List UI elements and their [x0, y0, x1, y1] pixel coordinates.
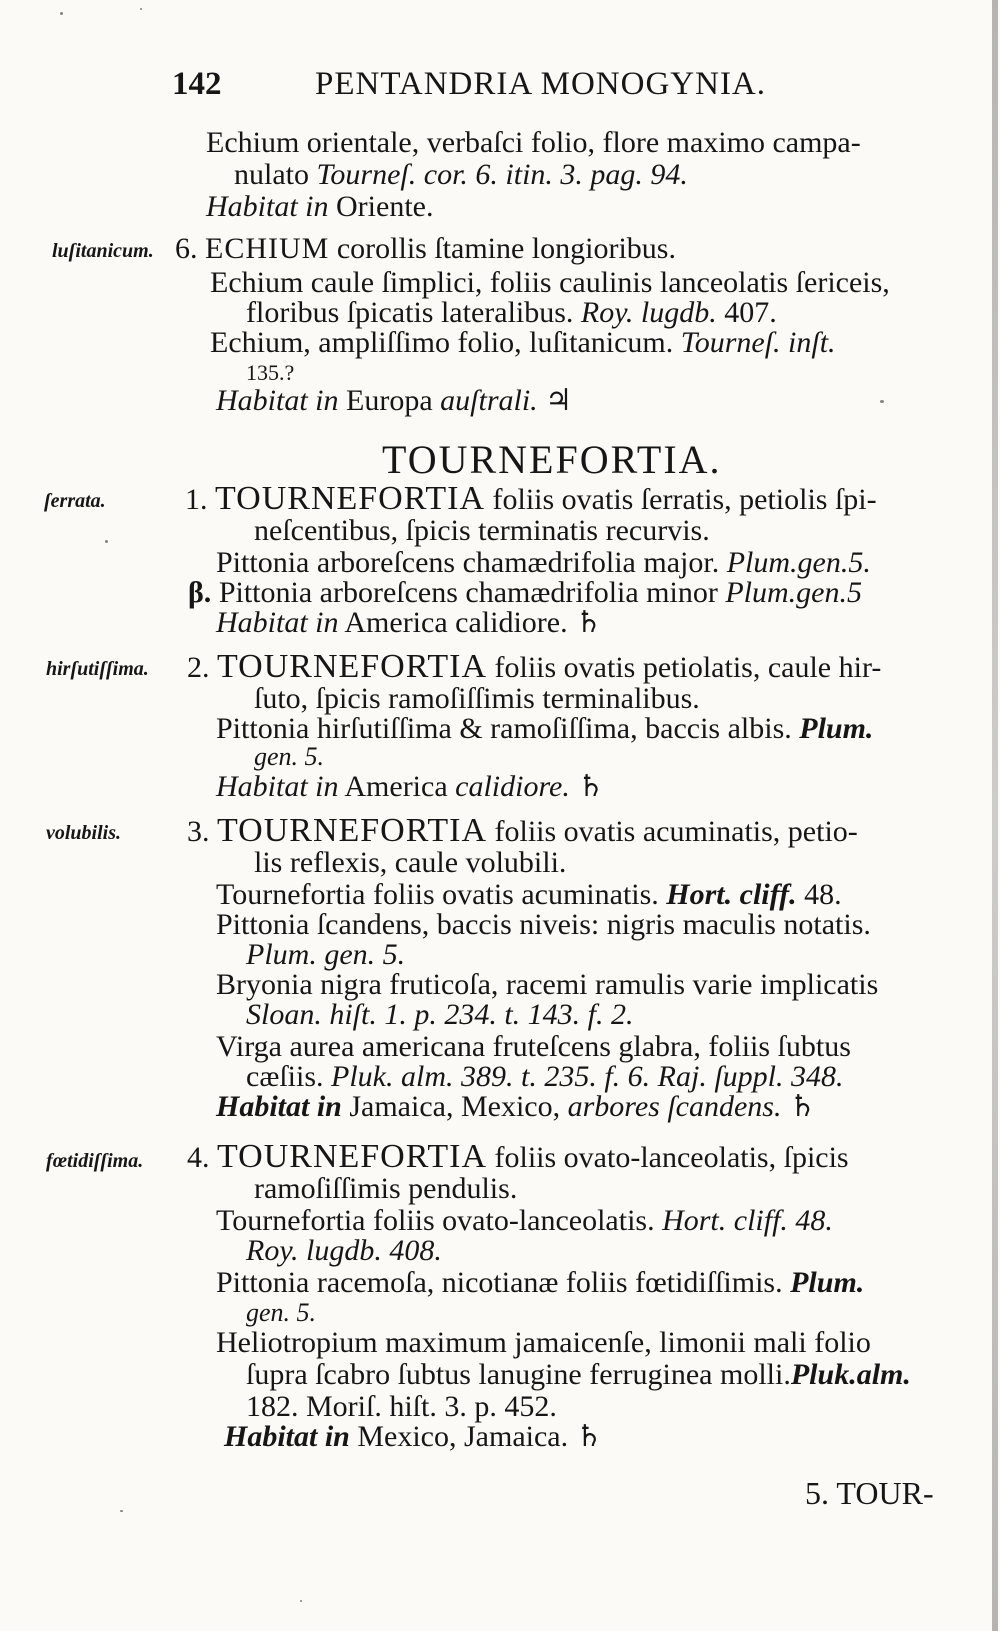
habitat-line: Habitat in America calidiore. ♄: [216, 770, 605, 803]
text-line: lis reflexis, caule volubili.: [254, 846, 567, 879]
text-line: Roy. lugdb. 408.: [246, 1234, 442, 1267]
text-line: 182. Moriſ. hiſt. 3. p. 452.: [246, 1390, 557, 1423]
text-line: ramoſiſſimis pendulis.: [254, 1172, 518, 1205]
page-number: 142: [172, 66, 222, 102]
text-line: nulato Tourneſ. cor. 6. itin. 3. pag. 94.: [234, 158, 688, 191]
text-line: Tournefortia foliis ovatis acuminatis. Hort. cliff. 48.: [216, 878, 842, 911]
species-heading: 3. TOURNEFORTIA foliis ovatis acuminatis, petio-: [187, 812, 858, 849]
print-speck: [140, 8, 142, 10]
text-line: ſupra ſcabro ſubtus lanugine ferruginea molli.Pluk.alm.: [246, 1358, 911, 1391]
text-line: Echium caule ſimplici, foliis caulinis lanceolatis ſericeis,: [210, 266, 890, 299]
catchword: 5. TOUR-: [805, 1475, 934, 1511]
text-line: Echium orientale, verbaſci folio, flore maximo campa-: [206, 126, 861, 159]
text-line: Heliotropium maximum jamaicenſe, limonii mali folio: [216, 1326, 871, 1359]
print-speck: [300, 1600, 302, 1602]
running-title: PENTANDRIA MONOGYNIA.: [315, 66, 767, 102]
habitat-line: Habitat in Europa auſtrali. ♃: [216, 384, 573, 417]
habitat-line: Habitat in Mexico, Jamaica. ♄: [224, 1420, 603, 1453]
species-heading: 1. TOURNEFORTIA foliis ovatis ſerratis, petiolis ſpi-: [185, 480, 877, 517]
genus-title: TOURNEFORTIA.: [382, 437, 722, 482]
text-line: Virga aurea americana fruteſcens glabra, foliis ſubtus: [216, 1030, 851, 1063]
page-edge-shadow: [992, 0, 998, 1631]
text-line: β. Pittonia arboreſcens chamædrifolia minor Plum.gen.5: [188, 576, 862, 609]
print-speck: [105, 540, 108, 543]
text-line: Pittonia hirſutiſſima & ramoſiſſima, baccis albis. Plum.: [216, 712, 874, 745]
text-line: Habitat in Oriente.: [206, 190, 434, 223]
species-heading: 6. ECHIUM corollis ſtamine longioribus.: [175, 232, 676, 265]
species-heading: 2. TOURNEFORTIA foliis ovatis petiolatis, caule hir-: [187, 648, 882, 685]
text-line: floribus ſpicatis lateralibus. Roy. lugdb. 407.: [246, 296, 777, 329]
species-heading: 4. TOURNEFORTIA foliis ovato-lanceolatis, ſpicis: [187, 1138, 849, 1175]
text-line: Sloan. hiſt. 1. p. 234. t. 143. f. 2.: [246, 998, 634, 1031]
text-line: 135.?: [246, 360, 295, 385]
text-line: gen. 5.: [254, 742, 325, 771]
text-line: neſcentibus, ſpicis terminatis recurvis.: [254, 514, 710, 547]
margin-species-name: volubilis.: [46, 822, 122, 844]
text-line: gen. 5.: [246, 1298, 317, 1327]
print-speck: [880, 400, 884, 403]
text-line: Echium, ampliſſimo folio, luſitanicum. Tourneſ. inſt.: [210, 326, 836, 359]
text-line: cæſiis. Pluk. alm. 389. t. 235. f. 6. Raj. ſuppl. 348.: [246, 1060, 844, 1093]
margin-species-name: ſerrata.: [44, 490, 106, 512]
text-line: Bryonia nigra fruticoſa, racemi ramulis varie implicatis: [216, 968, 879, 1001]
text-line: Pittonia racemoſa, nicotianæ foliis fœtidiſſimis. Plum.: [216, 1266, 865, 1299]
text-line: ſuto, ſpicis ramoſiſſimis terminalibus.: [254, 682, 700, 715]
habitat-line: Habitat in America calidiore. ♄: [216, 606, 602, 639]
habitat-line: Habitat in Jamaica, Mexico, arbores ſcandens. ♄: [216, 1090, 816, 1123]
text-line: Pittonia arboreſcens chamædrifolia major. Plum.gen.5.: [216, 546, 871, 579]
text-line: Tournefortia foliis ovato-lanceolatis. Hort. cliff. 48.: [216, 1204, 833, 1237]
print-speck: [60, 12, 63, 15]
margin-species-name: hirſutiſſima.: [46, 658, 149, 680]
print-speck: [120, 1510, 123, 1512]
text-line: Plum. gen. 5.: [246, 938, 406, 971]
margin-species-name: fœtidiſſima.: [46, 1150, 144, 1172]
margin-species-name: luſitanicum.: [52, 240, 154, 262]
text-line: Pittonia ſcandens, baccis niveis: nigris maculis notatis.: [216, 908, 871, 941]
